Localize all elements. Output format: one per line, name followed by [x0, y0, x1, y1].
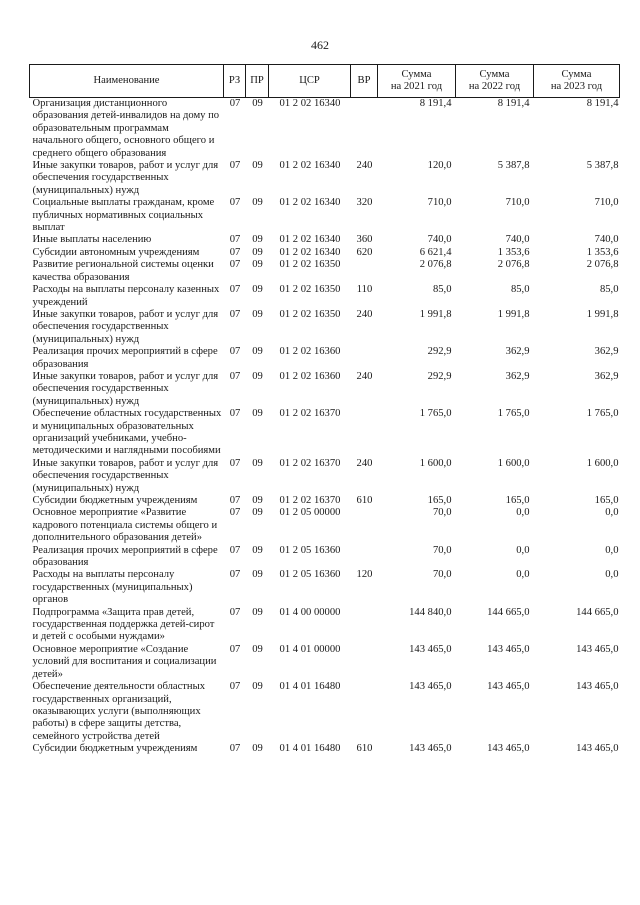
- row-vr: [351, 644, 378, 681]
- row-rz: 07: [229, 681, 241, 693]
- row-sum-2023: 2 076,8: [586, 259, 619, 271]
- row-vr: 240: [356, 370, 373, 382]
- row-rz: 07: [229, 495, 241, 506]
- header-sum-2022: [456, 65, 534, 98]
- row-vr: [351, 507, 378, 544]
- row-pr: 09: [252, 457, 263, 469]
- row-vr: [351, 545, 378, 570]
- row-sum-2021: 120,0: [427, 160, 452, 172]
- row-sum-2022: 740,0: [505, 234, 530, 246]
- row-csr: 01 4 01 00000: [279, 643, 341, 655]
- row-csr: 01 2 02 16350: [279, 308, 341, 320]
- row-vr: 610: [356, 743, 373, 755]
- row-pr: 09: [252, 346, 263, 358]
- row-csr: 01 2 05 16360: [279, 544, 341, 556]
- row-pr: 09: [252, 370, 263, 382]
- row-sum-2023: 740,0: [594, 234, 619, 246]
- row-pr: 09: [252, 234, 263, 246]
- row-rz: 07: [229, 197, 241, 209]
- row-rz: 07: [229, 569, 241, 581]
- row-csr: 01 2 02 16350: [279, 284, 341, 296]
- table-row: [30, 743, 620, 755]
- row-name: Социальные выплаты гражданам, кроме публичных нормативных социальных выплат: [32, 197, 215, 234]
- row-csr: 01 2 02 16370: [279, 457, 341, 469]
- row-pr: 09: [252, 681, 263, 693]
- row-sum-2022: 1 353,6: [497, 246, 530, 258]
- row-csr: 01 4 01 16480: [279, 743, 341, 755]
- row-sum-2023: 85,0: [599, 284, 619, 296]
- header-vr: ВР: [351, 65, 378, 98]
- table-row: [30, 569, 620, 606]
- row-vr: [351, 98, 378, 161]
- table-row: [30, 607, 620, 644]
- row-vr: 240: [356, 160, 373, 172]
- row-csr: 01 2 05 16360: [279, 569, 341, 581]
- table-row: [30, 507, 620, 544]
- row-name: Иные закупки товаров, работ и услуг для обеспечения государственных (муниципальных) нужд: [32, 160, 219, 196]
- row-sum-2022: 1 991,8: [497, 308, 530, 320]
- row-rz: 07: [229, 259, 241, 271]
- row-sum-2021: 70,0: [432, 544, 452, 556]
- table-row: [30, 458, 620, 495]
- table-body: [30, 98, 620, 756]
- header-sum-2022-line1: Сумма: [479, 69, 510, 80]
- table-row: [30, 259, 620, 284]
- row-pr: 09: [252, 408, 263, 420]
- row-pr: 09: [252, 544, 263, 556]
- row-sum-2022: 0,0: [516, 544, 530, 556]
- header-sum-2023-line1: Сумма: [561, 69, 592, 80]
- row-csr: 01 2 02 16350: [279, 259, 341, 271]
- row-sum-2022: 2 076,8: [497, 259, 530, 271]
- table-row: [30, 681, 620, 743]
- table-row: [30, 234, 620, 246]
- header-sum-2021-line1: Сумма: [401, 69, 432, 80]
- table-row: [30, 408, 620, 458]
- row-sum-2021: 8 191,4: [419, 98, 452, 109]
- row-sum-2022: 8 191,4: [497, 98, 530, 109]
- row-sum-2022: 165,0: [505, 495, 530, 506]
- row-sum-2022: 0,0: [516, 507, 530, 519]
- row-csr: 01 2 02 16340: [279, 234, 341, 246]
- row-vr: [351, 346, 378, 371]
- row-vr: 620: [356, 246, 373, 258]
- header-sum-2023-line2: на 2023 год: [550, 81, 603, 92]
- row-sum-2022: 144 665,0: [487, 606, 530, 618]
- row-sum-2022: 1 765,0: [497, 408, 530, 420]
- row-sum-2023: 0,0: [605, 569, 619, 581]
- row-sum-2021: 1 600,0: [419, 457, 452, 469]
- table-row: [30, 284, 620, 309]
- row-sum-2021: 70,0: [432, 569, 452, 581]
- row-name: Обеспечение деятельности областных государственных организаций, оказывающих услуги (выполняющих работы) в сфере защиты детства, семейного устройства детей: [32, 681, 206, 742]
- header-name: Наименование: [30, 65, 224, 98]
- row-name: Обеспечение областных государственных и муниципальных образовательных организаций учебниками, учебно-методическими и наглядными пособиями: [32, 408, 222, 457]
- row-sum-2021: 292,9: [427, 370, 452, 382]
- row-name: Основное мероприятие «Создание условий для воспитания и социализации детей»: [32, 643, 217, 680]
- row-vr: 320: [356, 197, 373, 209]
- row-vr: [351, 607, 378, 644]
- header-sum-2021: [378, 65, 456, 98]
- row-rz: 07: [229, 284, 241, 296]
- row-sum-2022: 143 465,0: [487, 681, 530, 693]
- row-rz: 07: [229, 370, 241, 382]
- row-csr: 01 2 02 16340: [279, 98, 341, 109]
- row-csr: 01 2 02 16360: [279, 346, 341, 358]
- row-sum-2023: 362,9: [594, 346, 619, 358]
- row-name: Субсидии бюджетным учреждениям: [32, 495, 198, 506]
- row-pr: 09: [252, 98, 263, 109]
- row-name: Реализация прочих мероприятий в сфере образования: [32, 346, 218, 370]
- row-pr: 09: [252, 643, 263, 655]
- table-row: [30, 247, 620, 259]
- row-pr: 09: [252, 197, 263, 209]
- row-sum-2021: 292,9: [427, 346, 452, 358]
- row-csr: 01 4 00 00000: [279, 606, 341, 618]
- row-rz: 07: [229, 246, 241, 258]
- row-name: Расходы на выплаты персоналу государственных (муниципальных) органов: [32, 569, 193, 606]
- row-sum-2023: 1 991,8: [586, 308, 619, 320]
- row-sum-2023: 165,0: [594, 495, 619, 506]
- row-csr: 01 2 05 00000: [279, 507, 341, 519]
- row-sum-2023: 1 353,6: [586, 246, 619, 258]
- row-sum-2023: 0,0: [605, 544, 619, 556]
- row-sum-2021: 165,0: [427, 495, 452, 506]
- row-name: Иные закупки товаров, работ и услуг для обеспечения государственных (муниципальных) нужд: [32, 308, 219, 345]
- budget-table: [29, 64, 620, 756]
- table-row: [30, 346, 620, 371]
- row-vr: 360: [356, 234, 373, 246]
- row-sum-2021: 1 765,0: [419, 408, 452, 420]
- row-csr: 01 2 02 16370: [279, 408, 341, 420]
- row-rz: 07: [229, 234, 241, 246]
- row-sum-2021: 740,0: [427, 234, 452, 246]
- row-csr: 01 2 02 16360: [279, 370, 341, 382]
- row-vr: [351, 681, 378, 743]
- row-sum-2023: 0,0: [605, 507, 619, 519]
- row-sum-2022: 362,9: [505, 370, 530, 382]
- table-row: [30, 371, 620, 408]
- row-rz: 07: [229, 160, 241, 172]
- header-sum-2022-line2: на 2022 год: [468, 81, 521, 92]
- row-rz: 07: [229, 743, 241, 755]
- row-sum-2023: 1 600,0: [586, 457, 619, 469]
- row-csr: 01 4 01 16480: [279, 681, 341, 693]
- page-number: 462: [311, 38, 329, 52]
- row-rz: 07: [229, 408, 241, 420]
- header-pr: ПР: [246, 65, 269, 98]
- row-sum-2023: 710,0: [594, 197, 619, 209]
- row-sum-2023: 143 465,0: [576, 643, 619, 655]
- row-sum-2021: 143 465,0: [409, 743, 452, 755]
- row-name: Субсидии автономным учреждениям: [32, 246, 200, 258]
- row-vr: 120: [356, 569, 373, 581]
- table-row: [30, 309, 620, 346]
- row-vr: 240: [356, 308, 373, 320]
- table-row: [30, 197, 620, 234]
- table-row: [30, 160, 620, 197]
- row-rz: 07: [229, 308, 241, 320]
- row-csr: 01 2 02 16370: [279, 495, 341, 506]
- row-pr: 09: [252, 743, 263, 755]
- row-csr: 01 2 02 16340: [279, 197, 341, 209]
- row-csr: 01 2 02 16340: [279, 160, 341, 172]
- row-sum-2022: 710,0: [505, 197, 530, 209]
- row-rz: 07: [229, 643, 241, 655]
- row-sum-2023: 8 191,4: [586, 98, 619, 109]
- row-name: Развитие региональной системы оценки качества образования: [32, 259, 214, 283]
- row-rz: 07: [229, 346, 241, 358]
- table-row: [30, 644, 620, 681]
- header-rz: РЗ: [224, 65, 246, 98]
- table-row: [30, 495, 620, 507]
- table-header: [30, 65, 620, 98]
- row-name: Подпрограмма «Защита прав детей, государственная поддержка детей-сирот и детей с особыми нуждами»: [32, 606, 215, 643]
- row-name: Организация дистанционного образования детей-инвалидов на дому по образовательным программам начального общего, основного общего и среднего общего образования: [32, 98, 220, 159]
- row-pr: 09: [252, 507, 263, 519]
- row-sum-2023: 143 465,0: [576, 743, 619, 755]
- row-sum-2022: 143 465,0: [487, 643, 530, 655]
- row-sum-2023: 362,9: [594, 370, 619, 382]
- row-pr: 09: [252, 569, 263, 581]
- row-pr: 09: [252, 606, 263, 618]
- row-name: Расходы на выплаты персоналу казенных учреждений: [32, 284, 220, 308]
- header-csr: ЦСР: [269, 65, 351, 98]
- row-sum-2022: 0,0: [516, 569, 530, 581]
- row-sum-2021: 710,0: [427, 197, 452, 209]
- table-row: [30, 98, 620, 161]
- row-sum-2022: 143 465,0: [487, 743, 530, 755]
- row-pr: 09: [252, 495, 263, 506]
- row-sum-2021: 6 621,4: [419, 246, 452, 258]
- row-vr: [351, 408, 378, 458]
- row-rz: 07: [229, 544, 241, 556]
- row-sum-2023: 143 465,0: [576, 681, 619, 693]
- row-name: Иные выплаты населению: [32, 234, 152, 246]
- row-vr: 240: [356, 457, 373, 469]
- header-sum-2023: [534, 65, 620, 98]
- row-csr: 01 2 02 16340: [279, 246, 341, 258]
- row-sum-2023: 5 387,8: [586, 160, 619, 172]
- row-sum-2021: 70,0: [432, 507, 452, 519]
- header-sum-2021-line2: на 2021 год: [390, 81, 443, 92]
- row-name: Иные закупки товаров, работ и услуг для обеспечения государственных (муниципальных) нужд: [32, 457, 219, 494]
- row-vr: 110: [356, 284, 373, 296]
- row-sum-2023: 144 665,0: [576, 606, 619, 618]
- row-rz: 07: [229, 457, 241, 469]
- row-sum-2021: 144 840,0: [409, 606, 452, 618]
- row-rz: 07: [229, 98, 241, 109]
- row-pr: 09: [252, 259, 263, 271]
- table-row: [30, 545, 620, 570]
- row-sum-2022: 85,0: [510, 284, 530, 296]
- row-pr: 09: [252, 284, 263, 296]
- row-pr: 09: [252, 160, 263, 172]
- row-sum-2023: 1 765,0: [586, 408, 619, 420]
- row-vr: [351, 259, 378, 284]
- row-name: Реализация прочих мероприятий в сфере образования: [32, 544, 218, 569]
- row-rz: 07: [229, 507, 241, 519]
- row-sum-2021: 2 076,8: [419, 259, 452, 271]
- row-rz: 07: [229, 606, 241, 618]
- row-vr: 610: [356, 495, 373, 506]
- row-sum-2022: 362,9: [505, 346, 530, 358]
- row-sum-2021: 143 465,0: [409, 643, 452, 655]
- row-sum-2021: 1 991,8: [419, 308, 452, 320]
- row-pr: 09: [252, 246, 263, 258]
- row-name: Субсидии бюджетным учреждениям: [32, 743, 198, 755]
- row-name: Основное мероприятие «Развитие кадрового потенциала системы общего и дополнительного образования детей»: [32, 507, 218, 544]
- row-sum-2021: 85,0: [432, 284, 452, 296]
- row-sum-2022: 1 600,0: [497, 457, 530, 469]
- row-pr: 09: [252, 308, 263, 320]
- row-name: Иные закупки товаров, работ и услуг для обеспечения государственных (муниципальных) нужд: [32, 370, 219, 407]
- row-sum-2022: 5 387,8: [497, 160, 530, 172]
- row-sum-2021: 143 465,0: [409, 681, 452, 693]
